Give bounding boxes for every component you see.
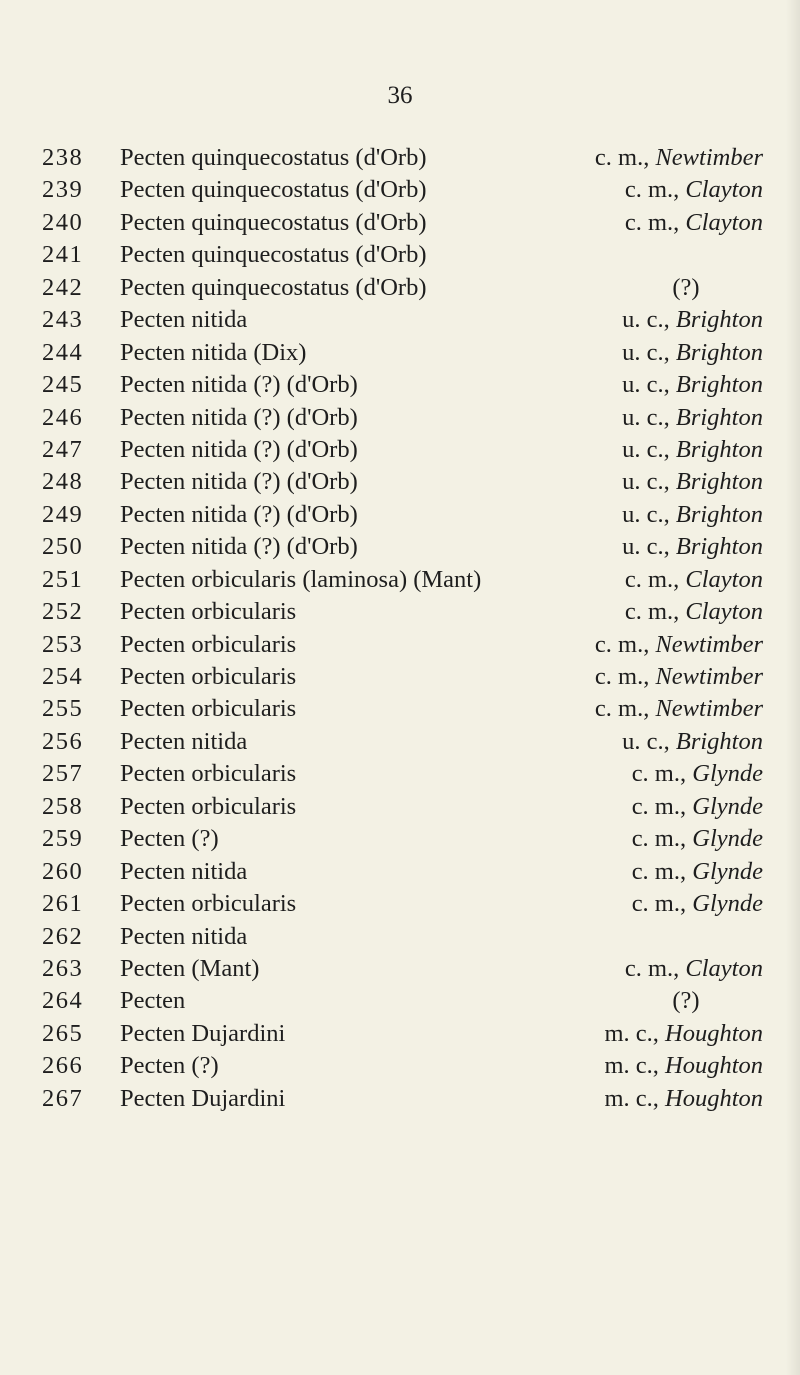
locality-place: Clayton [685, 208, 763, 236]
specimen-number: 243 [42, 306, 84, 334]
locality [622, 402, 763, 434]
locality-place: Clayton [685, 176, 763, 204]
species-name: Pecten [120, 987, 186, 1015]
locality [622, 369, 763, 401]
catalog-row [0, 402, 800, 434]
specimen-number: 266 [42, 1052, 84, 1080]
species-name: Pecten orbicularis [120, 695, 297, 723]
locality-place: Newtimber [655, 663, 763, 690]
specimen-number: 253 [42, 630, 84, 658]
specimen-number: 257 [42, 760, 84, 788]
locality-place: Brighton [675, 500, 763, 528]
species-name: Pecten quinquecostatus (d'Orb) [120, 273, 427, 301]
specimen-number: 264 [42, 987, 84, 1015]
specimen-number: 254 [42, 663, 84, 690]
specimen-number: 261 [42, 890, 84, 918]
specimen-number: 251 [42, 565, 84, 593]
catalog-row [0, 531, 800, 563]
catalog-row [0, 758, 800, 790]
locality-place: Brighton [675, 727, 763, 755]
species-name: Pecten quinquecostatus (d'Orb) [120, 241, 427, 269]
specimen-number: 245 [42, 371, 84, 399]
specimen-number: 265 [42, 1019, 84, 1047]
specimen-number: 238 [42, 144, 84, 171]
locality-place: Glynde [692, 890, 763, 918]
horizon-abbrev: c. m., [594, 630, 656, 658]
horizon-abbrev: c. m., [631, 890, 693, 918]
species-name: Pecten nitida [120, 727, 248, 755]
species-name: Pecten orbicularis [120, 598, 297, 626]
locality-place: Glynde [692, 825, 763, 853]
locality [622, 531, 763, 563]
locality [604, 1050, 763, 1082]
catalog-row [0, 953, 800, 985]
catalog-row [0, 142, 800, 174]
horizon-abbrev: u. c., [622, 338, 676, 366]
locality [622, 337, 763, 369]
specimen-number: 263 [42, 954, 84, 982]
species-name: Pecten nitida (?) (d'Orb) [120, 468, 358, 496]
locality [622, 466, 763, 498]
locality [632, 856, 763, 888]
species-name: Pecten (?) [120, 1052, 219, 1080]
catalog-row [0, 921, 800, 953]
locality [625, 174, 763, 206]
locality [632, 791, 763, 823]
catalog-row [0, 985, 800, 1017]
species-name: Pecten (Mant) [120, 954, 260, 982]
locality [625, 207, 763, 239]
locality-place: Newtimber [655, 144, 763, 171]
horizon-abbrev: c. m., [624, 208, 686, 236]
species-name: Pecten Dujardini [120, 1019, 286, 1047]
catalog-row [0, 369, 800, 401]
catalog-row [0, 304, 800, 336]
specimen-number: 260 [42, 857, 84, 885]
horizon-abbrev: u. c., [622, 435, 676, 463]
horizon-abbrev: u. c., [622, 306, 676, 334]
locality-place: Brighton [675, 435, 763, 463]
specimen-number: 267 [42, 1084, 84, 1112]
locality-place: Brighton [675, 403, 763, 431]
species-name: Pecten nitida [120, 306, 248, 334]
locality [622, 434, 763, 466]
specimen-number: 242 [42, 273, 84, 301]
catalog-row [0, 629, 800, 661]
locality [622, 499, 763, 531]
specimen-number: 256 [42, 727, 84, 755]
horizon-abbrev: c. m., [624, 954, 686, 982]
species-name: Pecten quinquecostatus (d'Orb) [120, 208, 427, 236]
locality-place: Glynde [692, 857, 763, 885]
horizon-abbrev: (?) [672, 987, 700, 1015]
locality [632, 758, 763, 790]
horizon-abbrev: m. c., [604, 1052, 665, 1080]
horizon-abbrev: c. m., [624, 598, 686, 626]
locality [625, 564, 763, 596]
specimen-catalog [0, 142, 800, 1115]
species-name: Pecten orbicularis [120, 890, 297, 918]
specimen-number: 239 [42, 176, 84, 204]
horizon-abbrev: u. c., [622, 533, 676, 561]
locality-place: Clayton [685, 954, 763, 982]
catalog-row [0, 856, 800, 888]
horizon-abbrev: m. c., [604, 1019, 665, 1047]
catalog-row [0, 661, 800, 693]
horizon-abbrev: u. c., [622, 403, 676, 431]
catalog-row [0, 888, 800, 920]
horizon-abbrev: u. c., [622, 500, 676, 528]
locality [595, 693, 763, 725]
species-name: Pecten orbicularis (laminosa) (Mant) [120, 565, 482, 593]
locality [625, 953, 763, 985]
locality-place: Clayton [685, 565, 763, 593]
species-name: Pecten nitida (?) (d'Orb) [120, 500, 358, 528]
locality [604, 1083, 763, 1115]
locality [595, 629, 763, 661]
species-name: Pecten (?) [120, 825, 219, 853]
locality-place: Houghton [665, 1052, 763, 1080]
locality [625, 596, 763, 628]
locality [672, 985, 699, 1017]
locality [632, 823, 763, 855]
catalog-row [0, 466, 800, 498]
catalog-row [0, 564, 800, 596]
horizon-abbrev: c. m., [594, 663, 656, 690]
locality-place: Newtimber [655, 695, 763, 723]
species-name: Pecten orbicularis [120, 760, 297, 788]
horizon-abbrev: c. m., [631, 825, 693, 853]
page-number: 36 [387, 82, 413, 109]
specimen-number: 248 [42, 468, 84, 496]
specimen-number: 252 [42, 598, 84, 626]
catalog-row [0, 1083, 800, 1115]
specimen-number: 255 [42, 695, 84, 723]
catalog-row [0, 823, 800, 855]
locality [672, 272, 699, 304]
specimen-number: 240 [42, 208, 84, 236]
species-name: Pecten orbicularis [120, 792, 297, 820]
locality [604, 1018, 763, 1050]
locality [595, 661, 763, 693]
catalog-row [0, 207, 800, 239]
locality-place: Houghton [665, 1019, 763, 1047]
catalog-row [0, 726, 800, 758]
horizon-abbrev: (?) [672, 273, 700, 301]
locality-place: Brighton [675, 338, 763, 366]
locality-place: Glynde [692, 792, 763, 820]
horizon-abbrev: c. m., [594, 695, 656, 723]
horizon-abbrev: u. c., [622, 371, 676, 399]
locality-place: Glynde [692, 760, 763, 788]
locality-place: Brighton [675, 533, 763, 561]
species-name: Pecten nitida [120, 922, 248, 950]
locality [622, 726, 763, 758]
species-name: Pecten nitida (Dix) [120, 338, 307, 366]
catalog-row [0, 434, 800, 466]
locality-place: Clayton [685, 598, 763, 626]
locality-place: Houghton [665, 1084, 763, 1112]
locality-place: Brighton [675, 371, 763, 399]
specimen-number: 262 [42, 922, 84, 950]
catalog-row [0, 596, 800, 628]
specimen-number: 249 [42, 500, 84, 528]
locality-place: Brighton [675, 468, 763, 496]
species-name: Pecten nitida (?) (d'Orb) [120, 403, 358, 431]
horizon-abbrev: c. m., [631, 857, 693, 885]
locality [595, 142, 763, 174]
locality [622, 304, 763, 336]
specimen-number: 246 [42, 403, 84, 431]
specimen-number: 250 [42, 533, 84, 561]
species-name: Pecten nitida (?) (d'Orb) [120, 371, 358, 399]
species-name: Pecten orbicularis [120, 663, 297, 690]
species-name: Pecten nitida [120, 857, 248, 885]
species-name: Pecten quinquecostatus (d'Orb) [120, 176, 427, 204]
horizon-abbrev: u. c., [622, 468, 676, 496]
horizon-abbrev: u. c., [622, 727, 676, 755]
locality-place: Brighton [675, 306, 763, 334]
specimen-number: 258 [42, 792, 84, 820]
species-name: Pecten quinquecostatus (d'Orb) [120, 144, 427, 171]
horizon-abbrev: m. c., [604, 1084, 665, 1112]
catalog-row [0, 272, 800, 304]
horizon-abbrev: c. m., [631, 792, 693, 820]
specimen-number: 241 [42, 241, 84, 269]
specimen-number: 259 [42, 825, 84, 853]
horizon-abbrev: c. m., [594, 144, 656, 171]
catalog-row [0, 337, 800, 369]
catalog-row [0, 791, 800, 823]
species-name: Pecten orbicularis [120, 630, 297, 658]
species-name: Pecten nitida (?) (d'Orb) [120, 435, 358, 463]
locality-place: Newtimber [655, 630, 763, 658]
catalog-row [0, 499, 800, 531]
horizon-abbrev: c. m., [624, 565, 686, 593]
catalog-row [0, 1018, 800, 1050]
catalog-row [0, 239, 800, 271]
catalog-row [0, 693, 800, 725]
locality [632, 888, 763, 920]
species-name: Pecten nitida (?) (d'Orb) [120, 533, 358, 561]
species-name: Pecten Dujardini [120, 1084, 286, 1112]
catalog-row [0, 174, 800, 206]
catalog-row [0, 1050, 800, 1082]
specimen-number: 247 [42, 435, 84, 463]
horizon-abbrev: c. m., [624, 176, 686, 204]
horizon-abbrev: c. m., [631, 760, 693, 788]
specimen-number: 244 [42, 338, 84, 366]
